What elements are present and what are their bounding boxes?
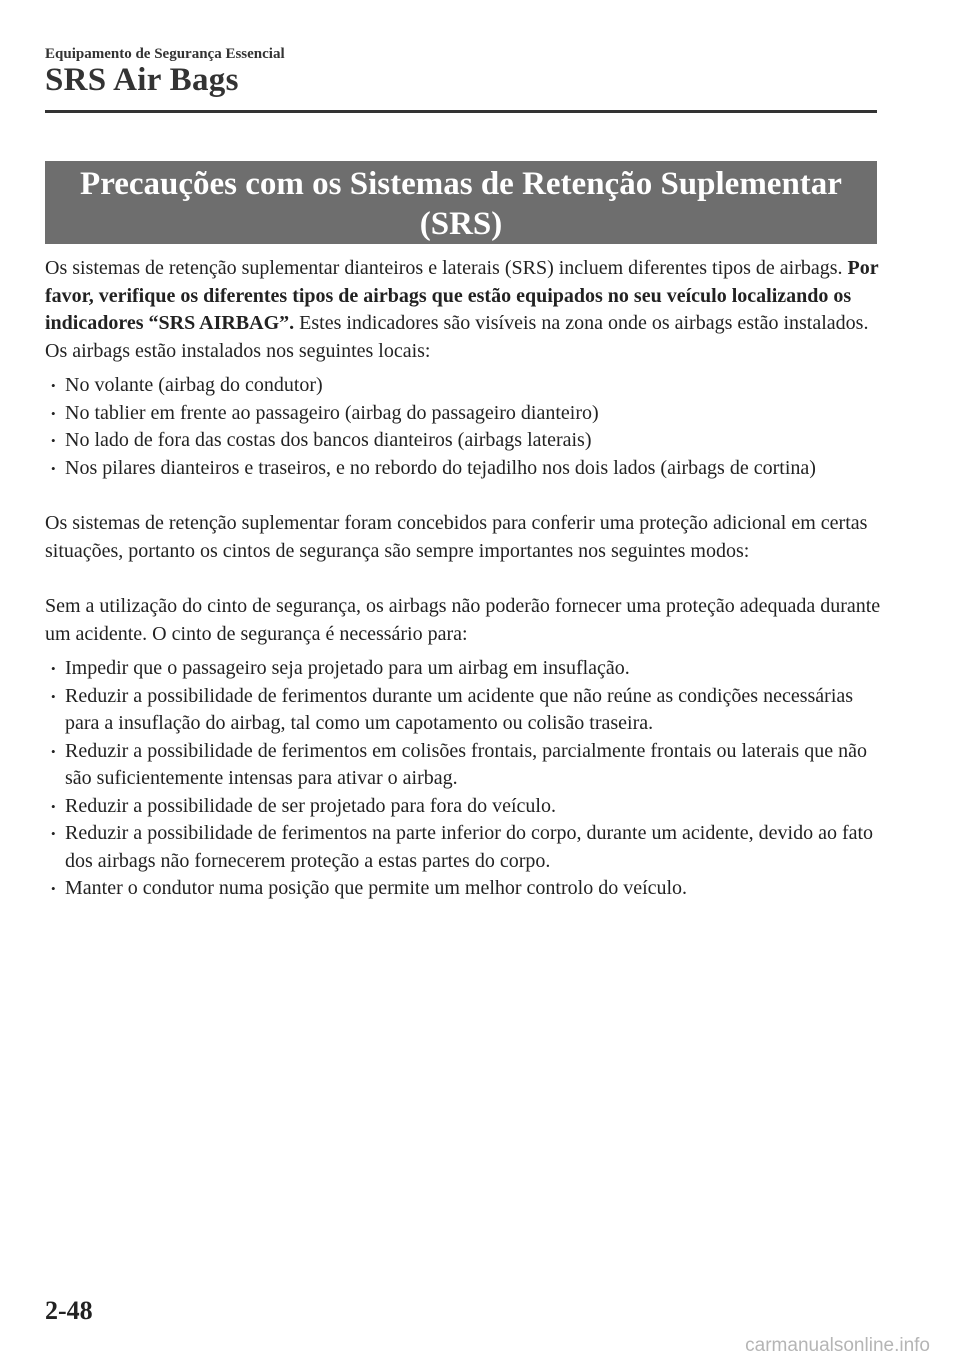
- list-item: • Reduzir a possibilidade de ser projetado para fora do veículo.: [45, 793, 885, 821]
- section-banner: [45, 161, 877, 244]
- header-rule: [45, 110, 877, 113]
- list-item: • Reduzir a possibilidade de ferimentos em colisões frontais, parcialmente frontais ou laterais que não são suficientemente intensas para ativar o airbag.: [45, 738, 885, 793]
- list-item: • Manter o condutor numa posição que permite um melhor controlo do veículo.: [45, 875, 885, 903]
- seatbelt-reasons-list: [45, 655, 885, 903]
- section-heading: Equipamento de Segurança Essencial: [45, 46, 285, 62]
- intro-bold-text: Por favor, verifique os diferentes tipos de airbags que estão equipados no seu veículo localizando os indicadores “SRS AIRBAG”.: [45, 257, 879, 334]
- banner-title-line1: Precauções com os Sistemas de Retenção Suplementar: [80, 166, 842, 202]
- list-item: • No tablier em frente ao passageiro (airbag do passageiro dianteiro): [45, 400, 885, 428]
- intro-paragraph: [45, 255, 885, 338]
- list-item: • Reduzir a possibilidade de ferimentos na parte inferior do corpo, durante um acidente, devido ao fato dos airbags não fornecerem proteção a estas partes do corpo.: [45, 820, 885, 875]
- list-item: • No lado de fora das costas dos bancos dianteiros (airbags laterais): [45, 427, 885, 455]
- intro-text-2: Estes indicadores são visíveis na zona onde os airbags estão instalados.: [294, 312, 869, 334]
- watermark: carmanualsonline.info: [745, 1335, 930, 1356]
- page-number: 2-48: [45, 1296, 93, 1325]
- locations-intro: Os airbags estão instalados nos seguintes locais:: [45, 339, 431, 362]
- content: [45, 255, 885, 903]
- list-item: • Impedir que o passageiro seja projetado para um airbag em insuflação.: [45, 655, 885, 683]
- seatbelt-required-paragraph: Sem a utilização do cinto de segurança, os airbags não poderão fornecer uma proteção adequada durante um acidente. O cinto de segurança é necessário para:: [45, 595, 881, 645]
- list-item: • Reduzir a possibilidade de ferimentos durante um acidente que não reúne as condições necessárias para a insuflação do airbag, tal como um capotamento ou colisão traseira.: [45, 683, 885, 738]
- intro-text-1: Os sistemas de retenção suplementar dianteiros e laterais (SRS) incluem diferentes tipos de airbags.: [45, 257, 848, 279]
- airbag-locations-list: [45, 372, 885, 482]
- banner-title-line2: (SRS): [419, 206, 503, 242]
- seatbelt-importance-paragraph: Os sistemas de retenção suplementar foram concebidos para conferir uma proteção adicional em certas situações, portanto os cintos de segurança são sempre importantes nos seguintes modos:: [45, 512, 868, 562]
- list-item: • Nos pilares dianteiros e traseiros, e no rebordo do tejadilho nos dois lados (airbags de cortina): [45, 455, 885, 483]
- list-item: • No volante (airbag do condutor): [45, 372, 885, 400]
- page-title: SRS Air Bags: [45, 62, 239, 98]
